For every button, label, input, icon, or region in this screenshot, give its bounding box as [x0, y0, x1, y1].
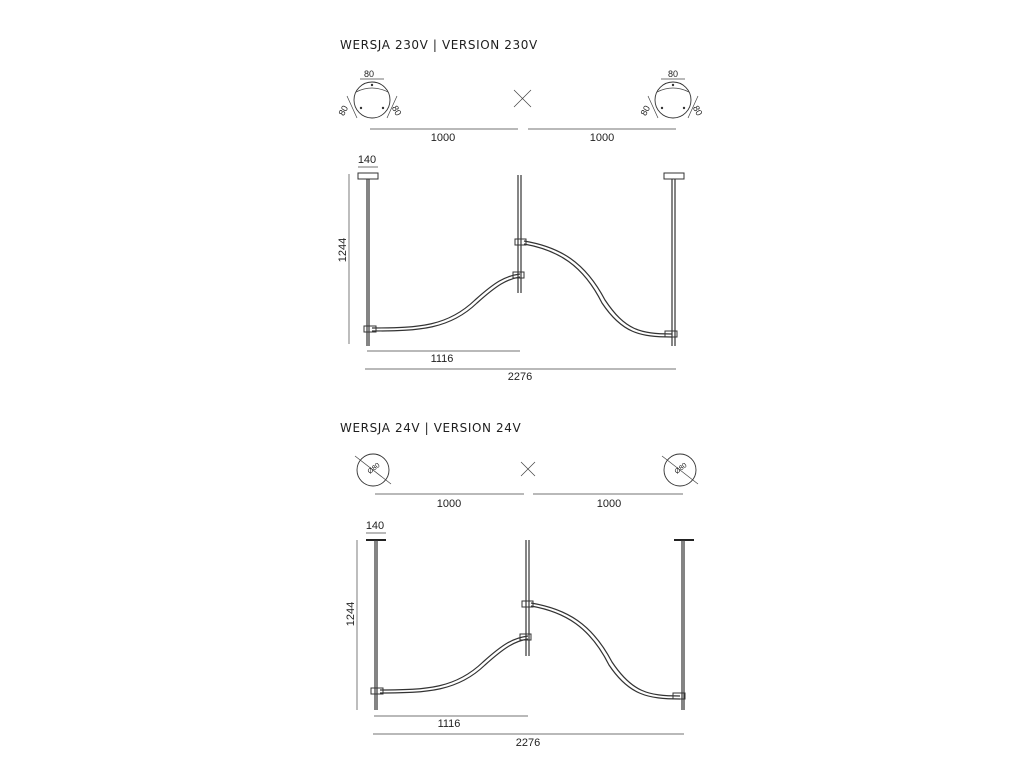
- title-230v: WERSJA 230V | VERSION 230V: [340, 38, 538, 52]
- version-24v-drawing: [345, 454, 698, 749]
- dim-span-right-24v: 1000: [596, 498, 622, 510]
- canopy-left-top-view-230v: [347, 79, 397, 118]
- dim-canopy-top-230v: 80: [363, 69, 375, 79]
- dim-canopy-right-right-230v: 80: [690, 103, 705, 118]
- dim-canopy-left-230v: 80: [336, 103, 351, 118]
- title-24v: WERSJA 24V | VERSION 24V: [340, 421, 522, 435]
- dim-half-length-24v: 1116: [437, 718, 461, 730]
- lamp-side-view-230v: [358, 173, 684, 346]
- dim-canopy-width-230v: 140: [357, 154, 377, 166]
- dim-canopy-top-right-230v: 80: [667, 69, 679, 79]
- dim-total-length-230v: 2276: [507, 371, 533, 383]
- dim-height-230v: 1244: [337, 237, 349, 263]
- dim-span-left-230v: 1000: [430, 132, 456, 144]
- center-cross-mark-24v: [521, 462, 535, 476]
- version-230v-drawing: [337, 69, 705, 383]
- dim-diameter-left-24v: Ø80: [366, 461, 382, 476]
- dim-canopy-left-right-230v: 80: [638, 103, 653, 118]
- lamp-side-view-24v: [366, 540, 694, 710]
- canopy-right-top-view-230v: [648, 79, 698, 118]
- dim-canopy-right-230v: 80: [389, 103, 404, 118]
- dim-height-24v: 1244: [345, 601, 357, 627]
- dim-span-right-230v: 1000: [589, 132, 615, 144]
- dim-total-length-24v: 2276: [515, 737, 541, 749]
- center-cross-mark-230v: [514, 90, 531, 107]
- dim-half-length-230v: 1116: [430, 353, 454, 365]
- dim-diameter-right-24v: Ø80: [673, 461, 689, 476]
- dim-span-left-24v: 1000: [436, 498, 462, 510]
- dim-canopy-width-24v: 140: [365, 520, 385, 532]
